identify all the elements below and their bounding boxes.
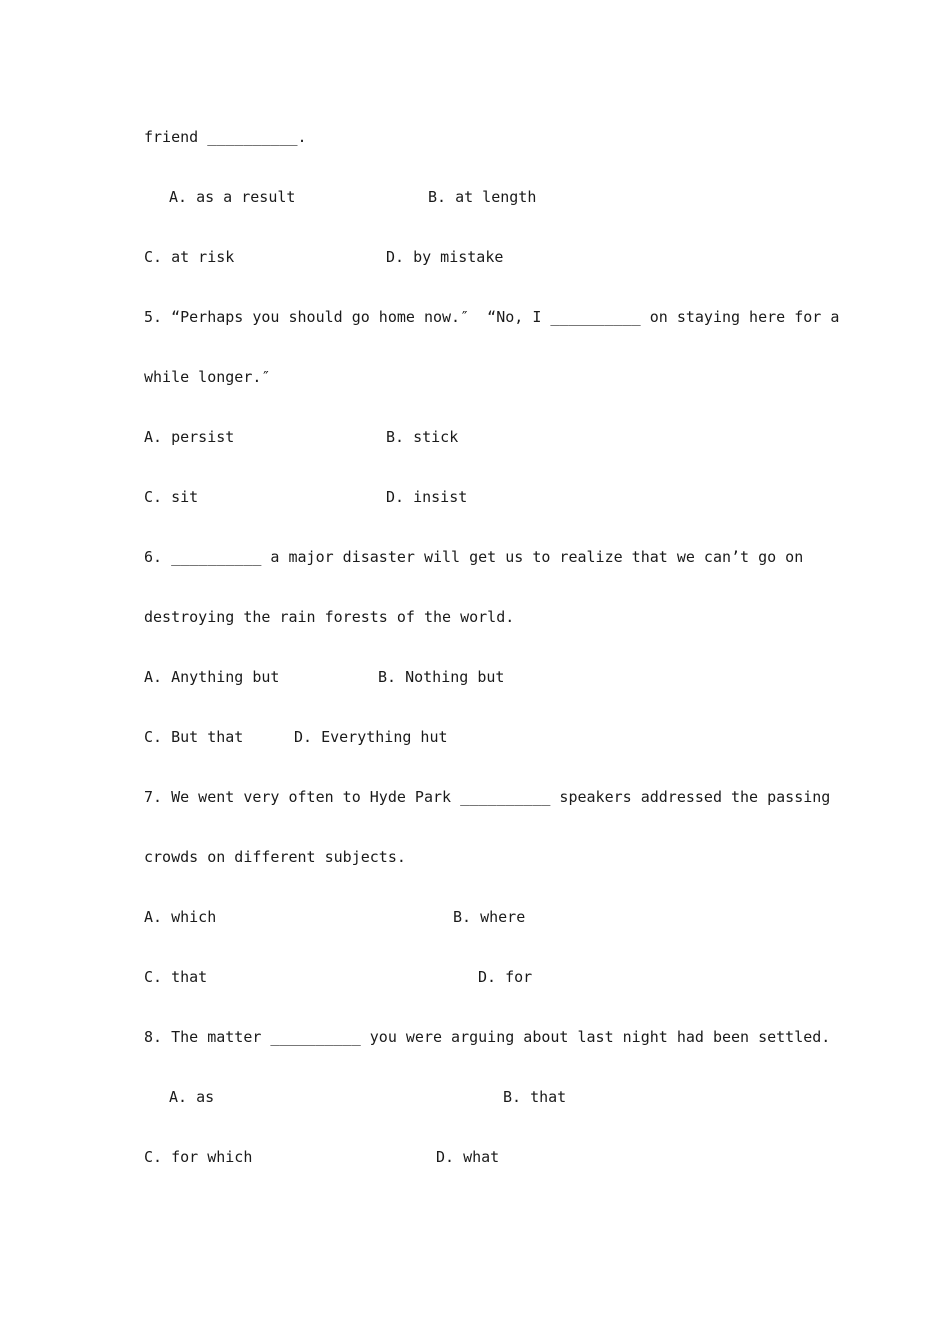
- question-7-option-b: B. where: [453, 908, 526, 926]
- question-8-option-c: C. for which: [144, 1148, 253, 1166]
- question-5-stem-line-2: while longer.″: [144, 368, 271, 386]
- question-5-stem-line-1: 5. “Perhaps you should go home now.″ “No, I __________ on staying here for a: [144, 308, 840, 326]
- question-7-option-a: A. which: [144, 908, 217, 926]
- question-4-stem-end: friend __________.: [144, 128, 307, 146]
- question-7-option-d: D. for: [478, 968, 533, 986]
- question-6-option-b: B. Nothing but: [378, 668, 505, 686]
- question-8-option-d: D. what: [436, 1148, 500, 1166]
- question-7-option-c: C. that: [144, 968, 208, 986]
- question-4-option-b: B. at length: [428, 188, 537, 206]
- question-6-option-a: A. Anything but: [144, 668, 280, 686]
- question-6-option-c: C. But that: [144, 728, 244, 746]
- question-5-option-d: D. insist: [386, 488, 468, 506]
- question-7-stem-line-2: crowds on different subjects.: [144, 848, 406, 866]
- question-4-option-c: C. at risk: [144, 248, 235, 266]
- question-4-option-a: A. as a result: [169, 188, 296, 206]
- question-6-stem-line-2: destroying the rain forests of the world.: [144, 608, 515, 626]
- question-5-option-a: A. persist: [144, 428, 235, 446]
- question-5-option-b: B. stick: [386, 428, 459, 446]
- question-6-option-d: D. Everything hut: [294, 728, 448, 746]
- question-6-stem-line-1: 6. __________ a major disaster will get us to realize that we can’t go on: [144, 548, 804, 566]
- question-8-stem: 8. The matter __________ you were arguing about last night had been settled.: [144, 1028, 831, 1046]
- question-8-option-b: B. that: [503, 1088, 567, 1106]
- question-4-option-d: D. by mistake: [386, 248, 504, 266]
- question-5-option-c: C. sit: [144, 488, 199, 506]
- question-8-option-a: A. as: [169, 1088, 215, 1106]
- question-7-stem-line-1: 7. We went very often to Hyde Park __________ speakers addressed the passing: [144, 788, 831, 806]
